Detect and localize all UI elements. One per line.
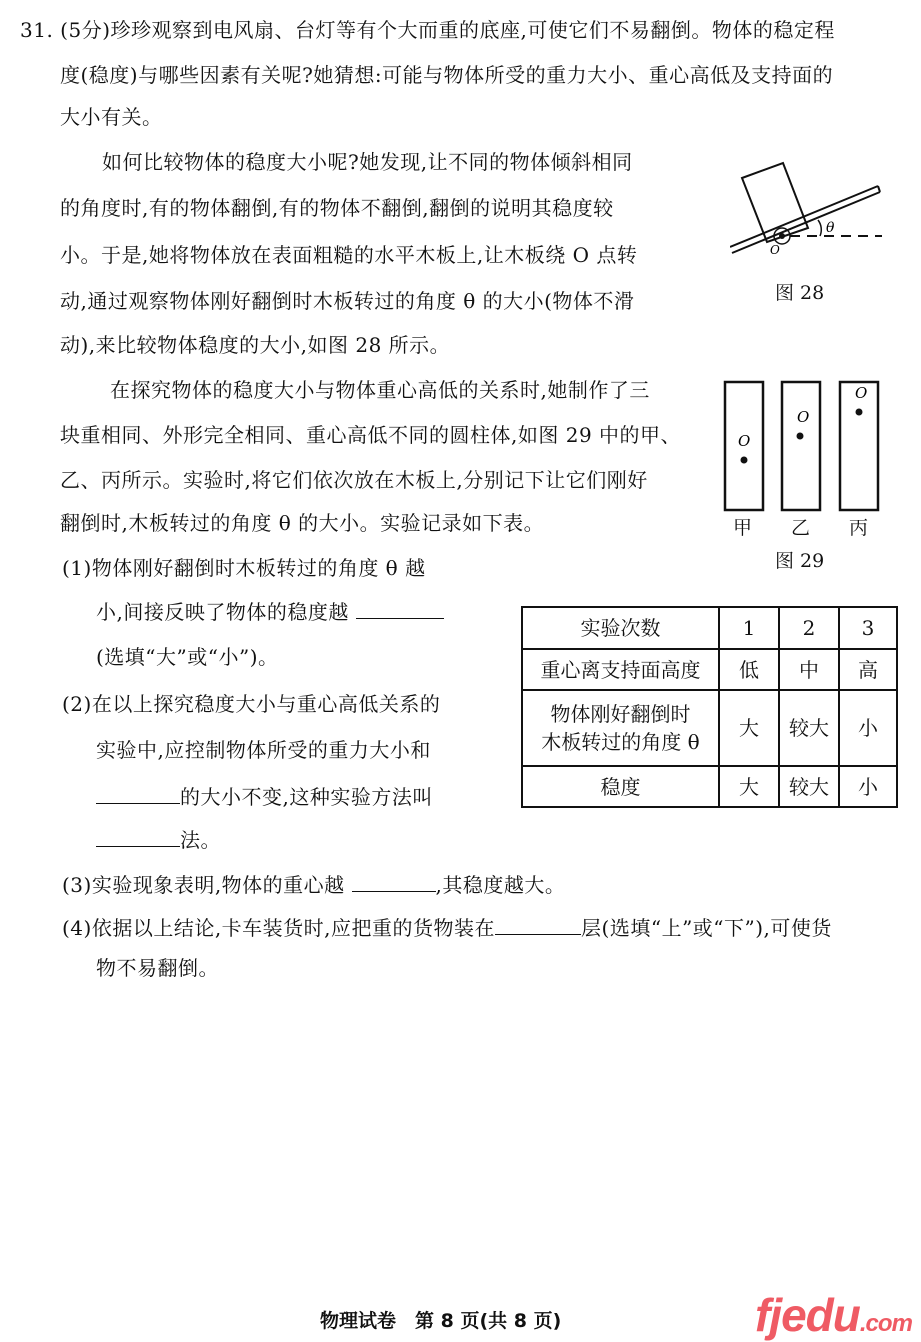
- figure-29-cylinders: [720, 378, 890, 518]
- text-line: 的角度时,有的物体翻倒,有的物体不翻倒,翻倒的说明其稳度较: [60, 196, 614, 220]
- table-header-cell: [522, 690, 719, 766]
- text-line: 大小有关。: [60, 105, 163, 129]
- subq-2-line: [96, 828, 221, 852]
- label-bing: 丙: [849, 517, 869, 539]
- table-cell: 低: [719, 649, 779, 690]
- text-line: 31. (5分)珍珍观察到电风扇、台灯等有个大而重的底座,可使它们不易翻倒。物体的稳定程: [20, 18, 835, 42]
- text-line: 小。于是,她将物体放在表面粗糙的水平木板上,让木板绕 O 点转: [60, 243, 638, 267]
- table-row: [522, 607, 897, 649]
- subq-1-line: (选填“大”或“小”)。: [96, 645, 279, 669]
- figure-28-caption: 图 28: [775, 282, 825, 304]
- pivot-label: O: [770, 243, 780, 257]
- table-header-cell: 重心离支持面高度: [522, 649, 719, 690]
- angle-label: θ: [826, 220, 835, 236]
- svg-text:O: O: [738, 432, 751, 450]
- table-cell: 大: [719, 766, 779, 807]
- center-of-gravity-bing: [856, 409, 863, 416]
- table-cell: 小: [839, 690, 897, 766]
- page-footer: 物理试卷 第 8 页(共 8 页): [320, 1310, 562, 1332]
- cylinder-yi: [782, 382, 820, 510]
- table-header-cell: 实验次数: [522, 607, 719, 649]
- watermark-main: fjedu: [755, 1289, 860, 1341]
- subq-3-line: [62, 873, 565, 897]
- answer-blank[interactable]: [352, 873, 436, 892]
- header-line: 物体刚好翻倒时: [550, 702, 691, 726]
- subq-2-text: 的大小不变,这种实验方法叫: [180, 785, 433, 809]
- text-line: 乙、丙所示。实验时,将它们依次放在木板上,分别记下让它们刚好: [60, 468, 648, 492]
- subq-4-line: [62, 916, 832, 940]
- watermark-suffix: .com: [859, 1310, 912, 1337]
- subq-3-text: ,其稳度越大。: [435, 873, 566, 897]
- table-cell: 较大: [779, 766, 839, 807]
- answer-blank[interactable]: [96, 828, 180, 847]
- table-cell: 较大: [779, 690, 839, 766]
- label-jia: 甲: [733, 517, 753, 539]
- table-cell: 高: [839, 649, 897, 690]
- subq-1-line: (1)物体刚好翻倒时木板转过的角度 θ 越: [62, 556, 426, 580]
- text-line: 动,通过观察物体刚好翻倒时木板转过的角度 θ 的大小(物体不滑: [60, 289, 635, 313]
- table-cell: 3: [839, 607, 897, 649]
- center-of-gravity-yi: [797, 433, 804, 440]
- table-row: [522, 766, 897, 807]
- pivot-point: [779, 233, 785, 239]
- experiment-table: [521, 606, 898, 808]
- table-header-cell: 稳度: [522, 766, 719, 807]
- subq-2-line: [96, 785, 433, 809]
- subq-1-text: 小,间接反映了物体的稳度越: [96, 600, 349, 624]
- subq-2-line: 实验中,应控制物体所受的重力大小和: [96, 738, 431, 762]
- table-row: [522, 690, 897, 766]
- svg-text:O: O: [855, 384, 868, 402]
- text-line: 块重相同、外形完全相同、重心高低不同的圆柱体,如图 29 中的甲、: [60, 423, 682, 447]
- subq-4-text: 层(选填“上”或“下”),可使货: [581, 916, 832, 940]
- figure-28-tilted-board: [730, 150, 910, 270]
- text-line: 度(稳度)与哪些因素有关呢?她猜想:可能与物体所受的重力大小、重心高低及支持面的: [60, 63, 834, 87]
- watermark-logo: [755, 1288, 912, 1342]
- table-cell: 大: [719, 690, 779, 766]
- center-of-gravity-jia: [741, 457, 748, 464]
- table-row: [522, 649, 897, 690]
- figure-29-caption: 图 29: [775, 550, 825, 572]
- subq-4-text: (4)依据以上结论,卡车装货时,应把重的货物装在: [62, 916, 496, 940]
- label-yi: 乙: [791, 517, 811, 539]
- text-line: 在探究物体的稳度大小与物体重心高低的关系时,她制作了三: [110, 378, 650, 402]
- text-line: 翻倒时,木板转过的角度 θ 的大小。实验记录如下表。: [60, 511, 545, 535]
- answer-blank[interactable]: [495, 916, 581, 935]
- subq-2-text: 法。: [180, 828, 221, 852]
- text-line: 动),来比较物体稳度的大小,如图 28 所示。: [60, 333, 451, 357]
- table-cell: 中: [779, 649, 839, 690]
- angle-arc: [818, 220, 821, 236]
- text-line: 如何比较物体的稳度大小呢?她发现,让不同的物体倾斜相同: [102, 150, 633, 174]
- subq-2-line: (2)在以上探究稳度大小与重心高低关系的: [62, 692, 441, 716]
- svg-text:O: O: [797, 408, 810, 426]
- table-cell: 2: [779, 607, 839, 649]
- header-line: 木板转过的角度 θ: [541, 730, 700, 754]
- block: [742, 163, 808, 242]
- table-cell: 1: [719, 607, 779, 649]
- subq-1-line: [96, 600, 444, 624]
- table-cell: 小: [839, 766, 897, 807]
- answer-blank[interactable]: [356, 600, 444, 619]
- subq-3-text: (3)实验现象表明,物体的重心越: [62, 873, 345, 897]
- subq-4-line: 物不易翻倒。: [96, 956, 219, 980]
- answer-blank[interactable]: [96, 785, 180, 804]
